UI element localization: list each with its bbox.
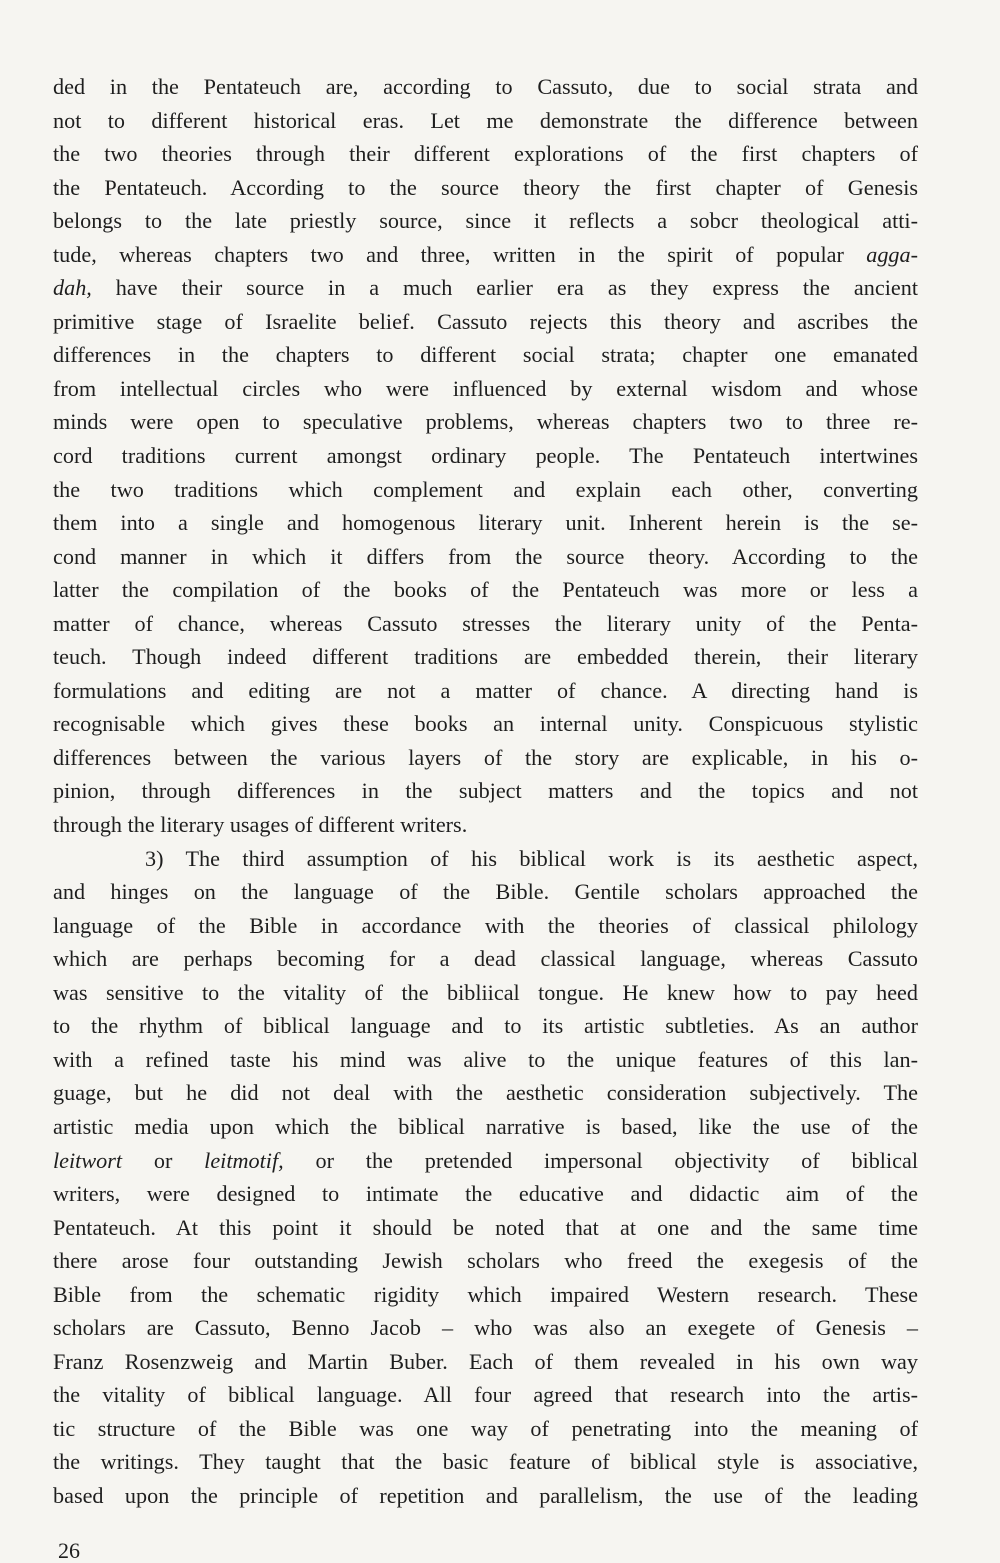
line-text: writers, were designed to intimate the educative and didactic aim of the [53,1181,918,1207]
text-line [53,573,918,607]
line-text: differences between the various layers of the story are explicable, in his o- [53,744,918,770]
line-text: guage, but he did not deal with the aesthetic consideration subjectively. The [53,1080,918,1106]
text-line [53,1378,918,1412]
line-text: the two theories through their different explorations of the first chapters of [53,141,918,167]
text-line [53,1244,918,1278]
line-text: language of the Bible in accordance with the theories of classical philology [53,912,918,938]
line-text: the two traditions which complement and explain each other, converting [53,476,918,502]
text-line [53,305,918,339]
line-text: minds were open to speculative problems, whereas chapters two to three re- [53,409,918,435]
italic-term: leitwort [53,1147,123,1173]
text-line [53,1278,918,1312]
line-text: ded in the Pentateuch are, according to Cassuto, due to social strata and [53,74,918,99]
line-text: based upon the principle of repetition and parallelism, the use of the leading [53,1482,918,1508]
text-line [53,1177,918,1211]
text-line [53,1043,918,1077]
line-text: recognisable which gives these books an internal unity. Conspicuous stylistic [53,711,918,737]
text-line [53,875,918,909]
text-line [53,372,918,406]
line-text: the writings. They taught that the basic feature of biblical style is associative, [53,1449,918,1475]
text-line [53,473,918,507]
line-text: to the rhythm of biblical language and to its artistic subtleties. As an author [53,1013,918,1039]
text-line [53,439,918,473]
text-line [53,1110,918,1144]
text-line [53,942,918,976]
text-line [53,104,918,138]
line-text: which are perhaps becoming for a dead classical language, whereas Cassuto [53,946,918,972]
text-line [53,137,918,171]
text-line [53,741,918,775]
line-text: or [122,1147,205,1173]
text-line [53,405,918,439]
line-text: latter the compilation of the books of the Pentateuch was more or less a [53,577,918,603]
line-text: teuch. Though indeed different traditions are embedded therein, their literary [53,644,918,670]
line-text: have their source in a much earlier era as they express the ancient [91,275,918,301]
text-line [53,171,918,205]
line-text: the vitality of biblical language. All four agreed that research into the artis- [53,1382,918,1408]
line-text: the Pentateuch. According to the source theory the first chapter of Genesis [53,174,918,200]
text-line [53,674,918,708]
line-text: there arose four outstanding Jewish scholars who freed the exegesis of the [53,1248,918,1274]
text-line [53,338,918,372]
body-text [53,70,918,1513]
text-line [53,1445,918,1479]
line-text: from intellectual circles who were influenced by external wisdom and whose [53,375,918,401]
line-text: or the pretended impersonal objectivity of biblical [283,1147,918,1173]
text-line [53,640,918,674]
text-line [53,909,918,943]
line-text: Franz Rosenzweig and Martin Buber. Each of them revealed in his own way [53,1348,918,1374]
line-text: formulations and editing are not a matter of chance. A directing hand is [53,677,918,703]
line-text: Pentateuch. At this point it should be noted that at one and the same time [53,1214,918,1240]
line-text: matter of chance, whereas Cassuto stresses the literary unity of the Penta- [53,610,918,636]
line-text: with a refined taste his mind was alive to the unique features of this lan- [53,1046,918,1072]
text-line [53,1009,918,1043]
line-text: tude, whereas chapters two and three, written in the spirit of popular [53,241,867,267]
line-text: differences in the chapters to different social strata; chapter one emanated [53,342,918,368]
text-line [53,238,918,272]
text-line [53,808,918,842]
page-number: 26 [58,1538,80,1563]
line-text: cord traditions current amongst ordinary people. The Pentateuch intertwines [53,443,918,469]
text-line [53,1345,918,1379]
line-text: pinion, through differences in the subject matters and the topics and not [53,778,918,804]
line-text: artistic media upon which the biblical narrative is based, like the use of the [53,1113,918,1139]
line-text: tic structure of the Bible was one way of penetrating into the meaning of [53,1415,918,1441]
italic-term: leitmotif, [204,1147,284,1173]
text-line [53,1076,918,1110]
text-line [53,976,918,1010]
text-line [53,607,918,641]
text-line [53,540,918,574]
text-line [53,1144,918,1178]
line-text: not to different historical eras. Let me demonstrate the difference between [53,107,918,133]
line-text: Bible from the schematic rigidity which impaired Western research. These [53,1281,918,1307]
text-line [53,774,918,808]
text-line [53,1311,918,1345]
line-text: scholars are Cassuto, Benno Jacob – who was also an exegete of Genesis – [53,1315,918,1341]
line-text: was sensitive to the vitality of the bibliical tongue. He knew how to pay heed [53,979,918,1005]
text-line [53,1479,918,1513]
line-text: primitive stage of Israelite belief. Cassuto rejects this theory and ascribes the [53,308,918,334]
line-text: them into a single and homogenous literary unit. Inherent herein is the se- [53,510,918,536]
text-line [53,707,918,741]
text-line [53,1412,918,1446]
text-line [53,842,918,876]
line-text: through the literary usages of different writers. [53,812,468,838]
line-text: and hinges on the language of the Bible. Gentile scholars approached the [53,879,918,905]
line-text: belongs to the late priestly source, since it reflects a sobcr theological atti- [53,208,918,234]
text-line [53,1211,918,1245]
italic-term: agga- [866,241,918,267]
text-line [53,506,918,540]
line-text: 3) The third assumption of his biblical work is its aesthetic aspect, [145,845,918,871]
italic-term: dah, [53,275,92,301]
text-line [53,204,918,238]
line-text: cond manner in which it differs from the source theory. According to the [53,543,918,569]
text-line [53,70,918,104]
text-line [53,271,918,305]
